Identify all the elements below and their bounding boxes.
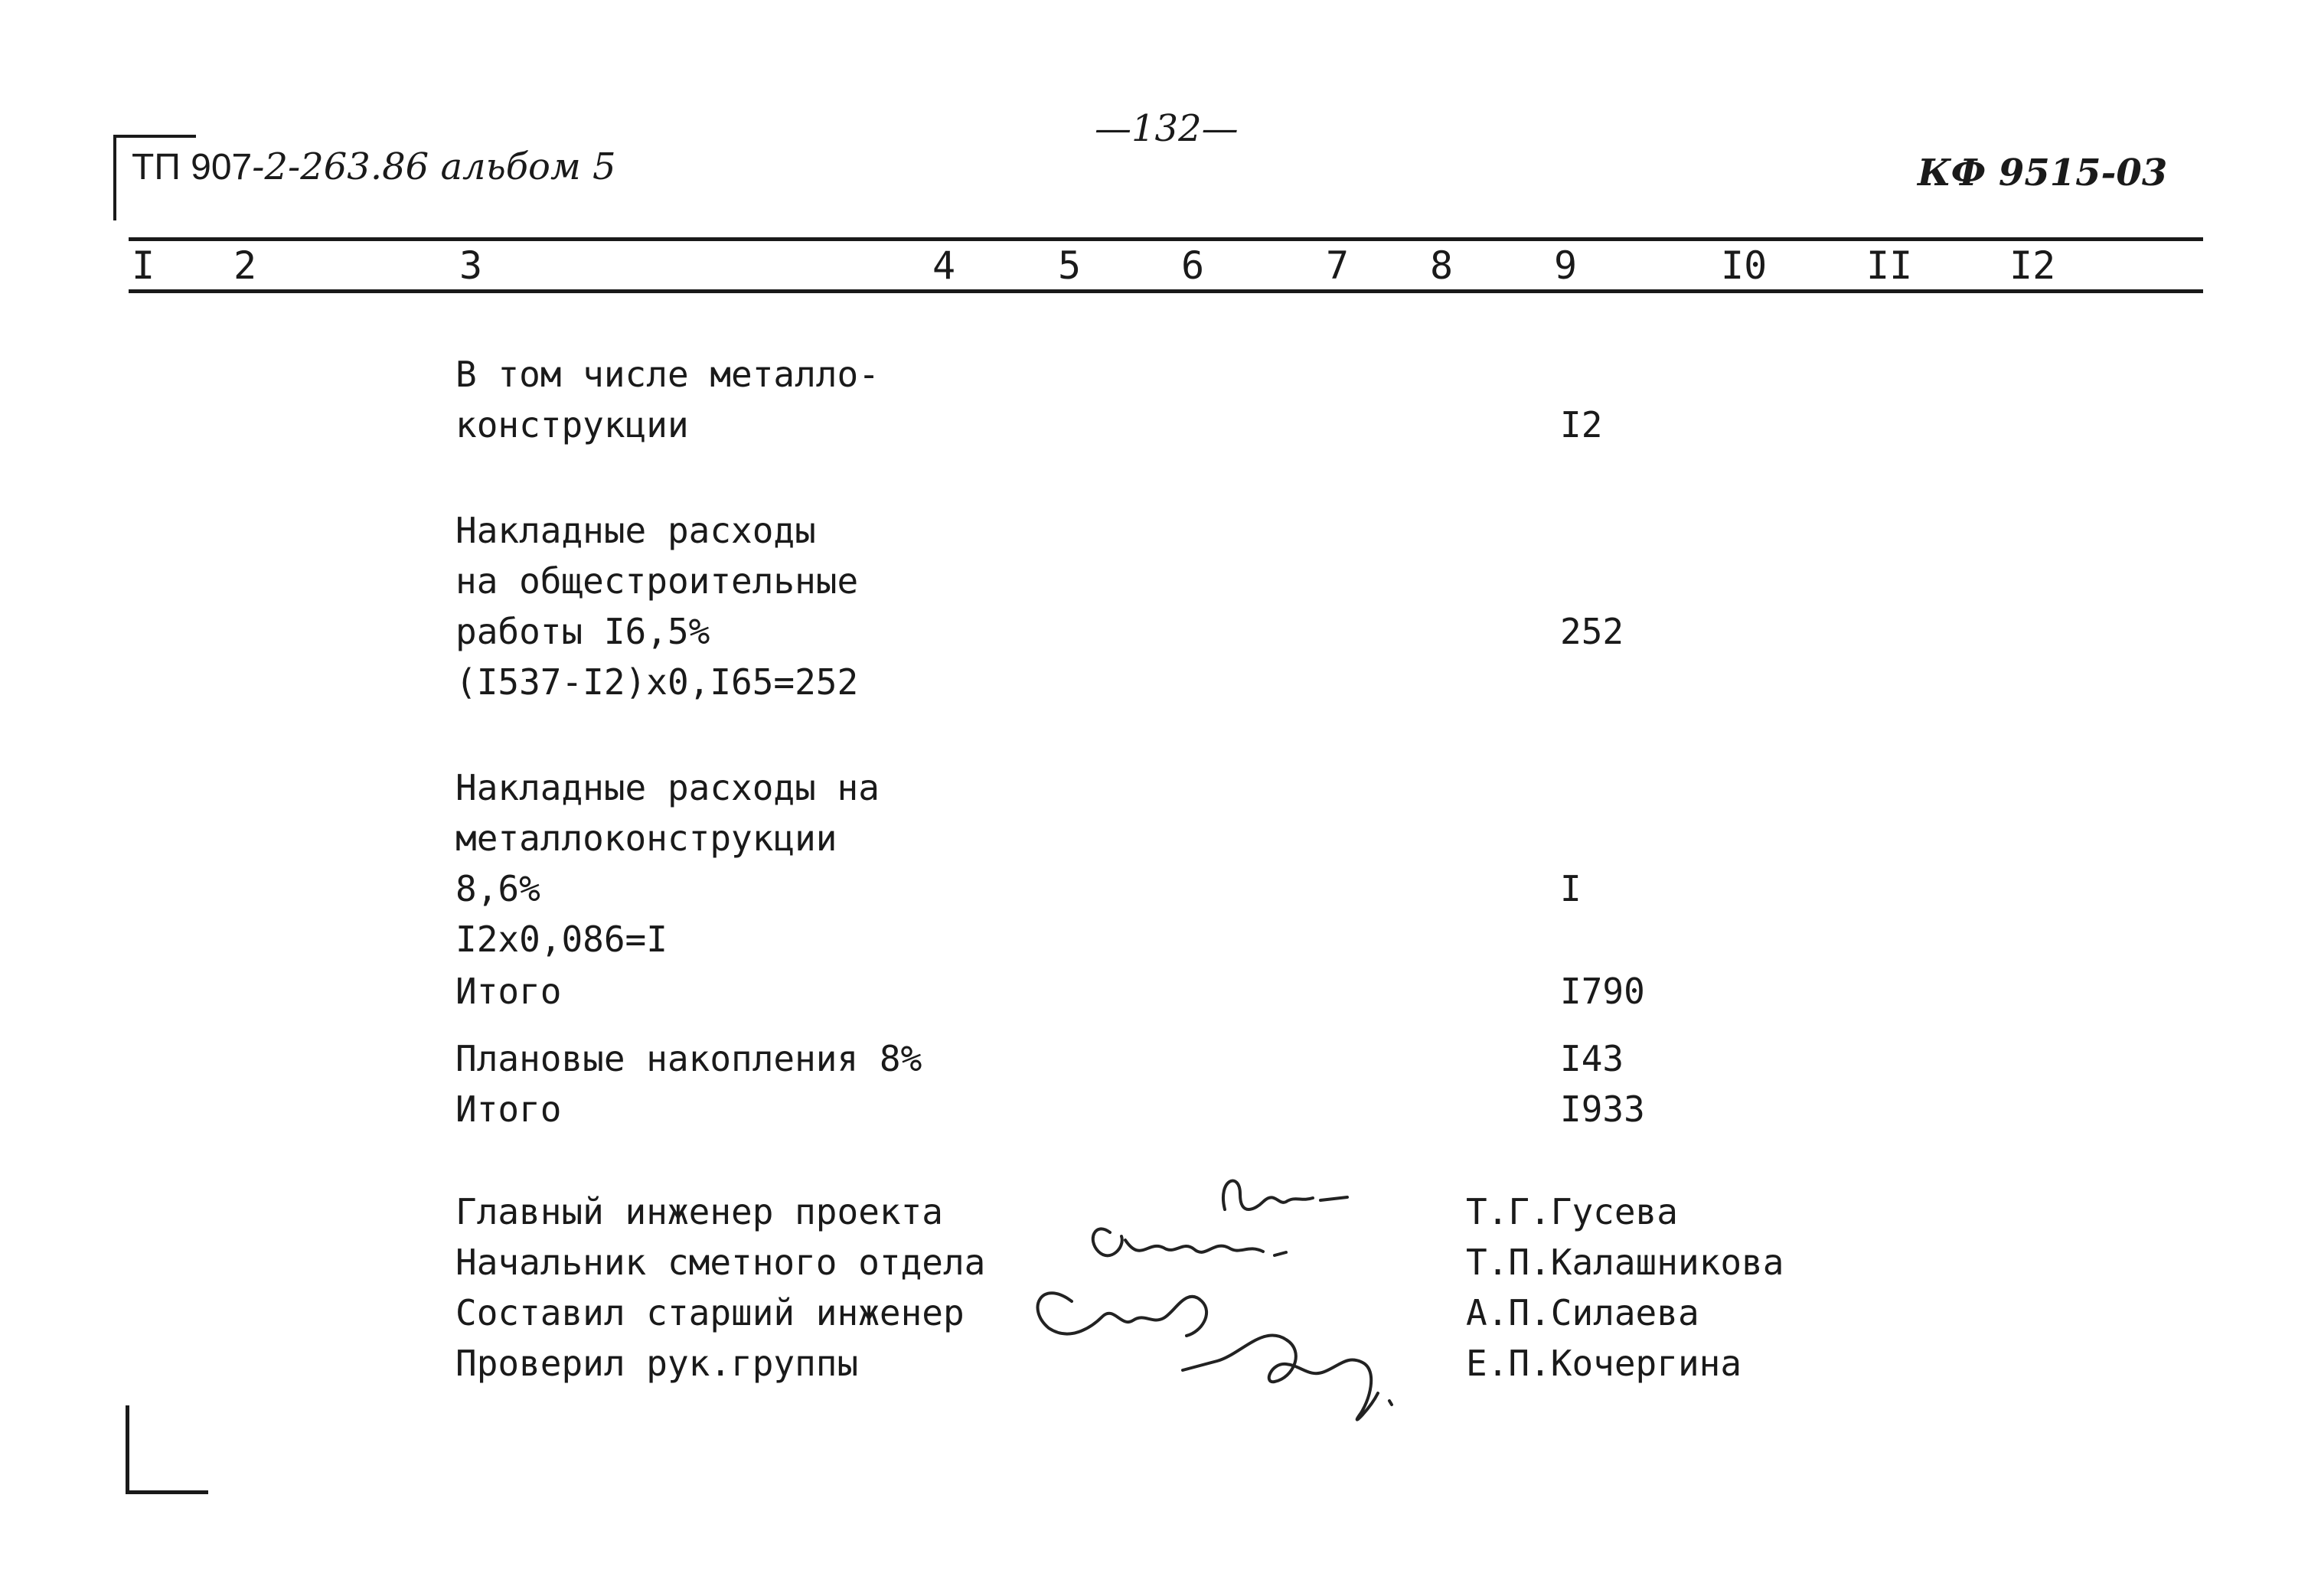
document-reference-printed: ТП 907 — [132, 147, 253, 188]
column-number: I0 — [1721, 243, 1768, 288]
header-rule-top — [129, 237, 2203, 241]
handwritten-signatures — [1010, 1148, 1470, 1439]
header-rule-bottom — [129, 289, 2203, 293]
column-number: 6 — [1181, 243, 1205, 288]
description-line: I2x0,086=I — [455, 919, 668, 960]
description-line: работы I6,5% — [455, 611, 710, 652]
signature-role: Главный инженер проекта — [455, 1191, 943, 1232]
row-value: I43 — [1560, 1038, 1624, 1079]
row-description — [455, 505, 858, 707]
column-number: 2 — [233, 243, 257, 288]
description-line: металлоконструкции — [455, 818, 837, 859]
row-value: 252 — [1560, 611, 1624, 652]
row-description — [455, 1084, 561, 1134]
description-line: конструкции — [455, 404, 689, 446]
signature-roles — [455, 1186, 985, 1389]
signature-name: Т.П.Калашникова — [1466, 1242, 1784, 1283]
description-line: Итого — [455, 1088, 562, 1130]
row-description — [455, 966, 561, 1017]
row-value: I2 — [1560, 404, 1603, 446]
corner-mark-top-vertical — [113, 135, 116, 220]
row-value: I933 — [1560, 1088, 1645, 1130]
signature-name: А.П.Силаева — [1466, 1292, 1699, 1333]
row-description — [455, 1033, 922, 1084]
signature-names — [1466, 1186, 1784, 1389]
description-line: 8,6% — [455, 868, 540, 909]
document-code: КФ 9515-03 — [1918, 152, 2168, 194]
row-description — [455, 762, 880, 964]
signature-role: Проверил рук.группы — [455, 1343, 859, 1384]
signature-name: Т.Г.Гусева — [1466, 1191, 1678, 1232]
description-line: Плановые накопления 8% — [455, 1038, 922, 1079]
description-line: (I537-I2)x0,I65=252 — [455, 661, 859, 703]
corner-mark-bottom-horizontal — [126, 1490, 208, 1494]
column-number: 9 — [1554, 243, 1578, 288]
corner-mark-top-horizontal — [113, 135, 196, 138]
column-number: 7 — [1326, 243, 1350, 288]
corner-mark-bottom-vertical — [126, 1405, 129, 1494]
column-number: 3 — [459, 243, 483, 288]
document-reference — [132, 145, 616, 188]
signature-role: Составил старший инженер — [455, 1292, 965, 1333]
column-number: I2 — [2009, 243, 2056, 288]
column-number: 5 — [1058, 243, 1082, 288]
column-number: 8 — [1430, 243, 1454, 288]
row-value: I790 — [1560, 971, 1645, 1012]
description-line: Накладные расходы — [455, 510, 816, 551]
row-description — [455, 349, 880, 450]
column-number: II — [1866, 243, 1913, 288]
description-line: Накладные расходы на — [455, 767, 880, 808]
column-number: 4 — [932, 243, 956, 288]
description-line: на общестроительные — [455, 560, 859, 602]
document-reference-handwritten: -2-263.86 альбом 5 — [252, 145, 616, 188]
page-number: —132— — [1095, 107, 1239, 150]
description-line: В том числе металло- — [455, 354, 880, 395]
column-number: I — [132, 243, 155, 288]
signature-name: Е.П.Кочергина — [1466, 1343, 1742, 1384]
row-value: I — [1560, 868, 1582, 909]
signature-role: Начальник сметного отдела — [455, 1242, 986, 1283]
description-line: Итого — [455, 971, 562, 1012]
